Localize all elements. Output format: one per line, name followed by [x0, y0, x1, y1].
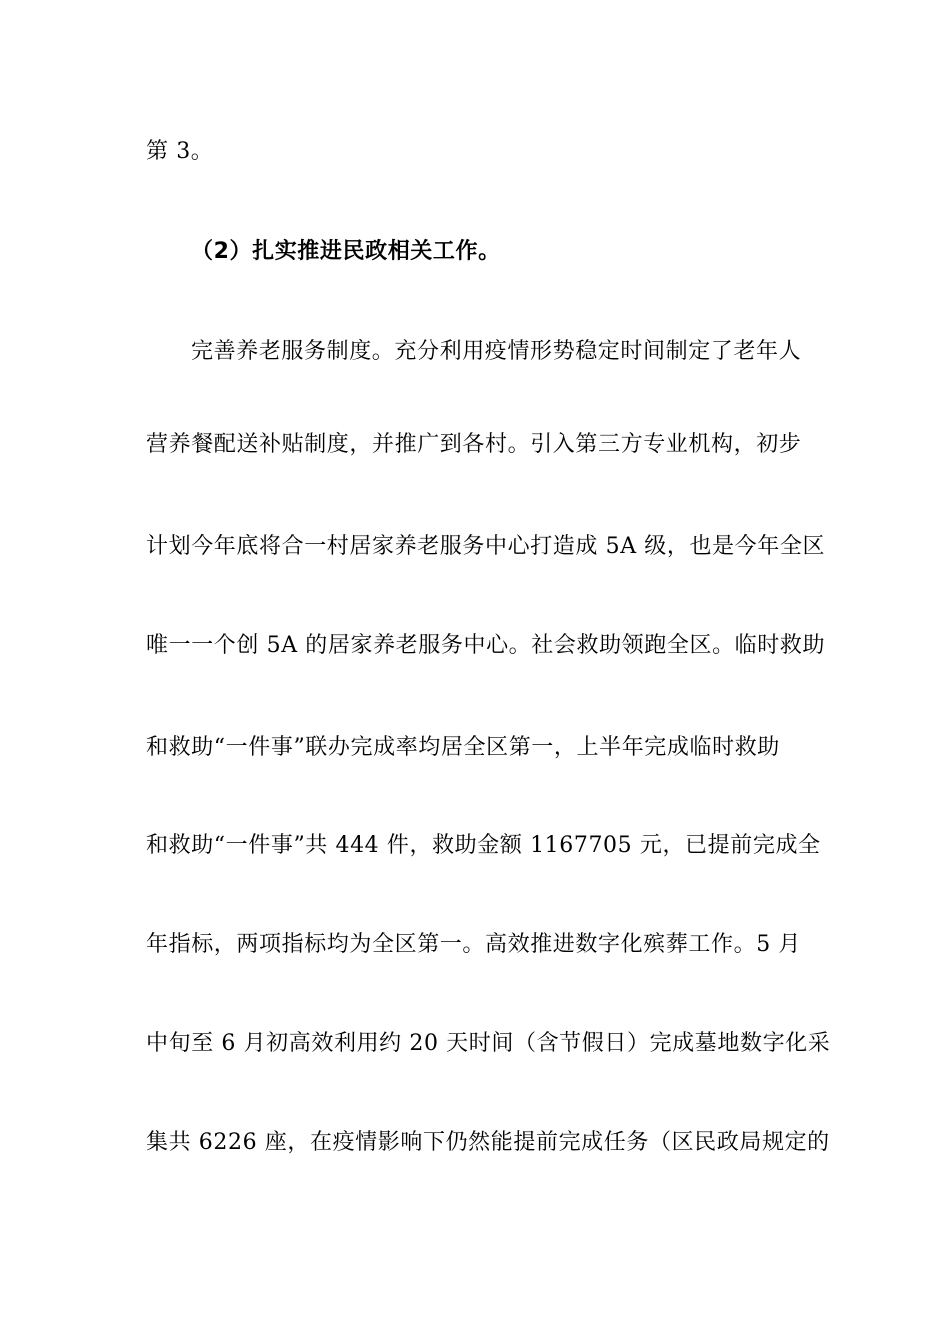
text-line-9: 年指标，两项指标均为全区第一。高效推进数字化殡葬工作。5 月 — [146, 932, 801, 957]
text-line-8: 和救助“一件事”共 444 件，救助金额 1167705 元，已提前完成全 — [146, 833, 821, 858]
section-heading: （2）扎实推进民政相关工作。 — [191, 239, 501, 264]
text-line-7: 和救助“一件事”联办完成率均居全区第一，上半年完成临时救助 — [146, 735, 780, 760]
text-line-5: 计划今年底将合一村居家养老服务中心打造成 5A 级，也是今年全区 — [146, 534, 826, 559]
text-line-6: 唯一一个创 5A 的居家养老服务中心。社会救助领跑全区。临时救助 — [146, 633, 826, 658]
text-line-3: 完善养老服务制度。充分利用疫情形势稳定时间制定了老年人 — [191, 339, 802, 364]
text-line-10: 中旬至 6 月初高效利用约 20 天时间（含节假日）完成墓地数字化采 — [146, 1031, 831, 1056]
text-line-11: 集共 6226 座，在疫情影响下仍然能提前完成任务（区民政局规定的 — [146, 1130, 830, 1155]
text-line-4: 营养餐配送补贴制度，并推广到各村。引入第三方专业机构，初步 — [146, 432, 802, 457]
text-line-1: 第 3。 — [146, 139, 214, 164]
